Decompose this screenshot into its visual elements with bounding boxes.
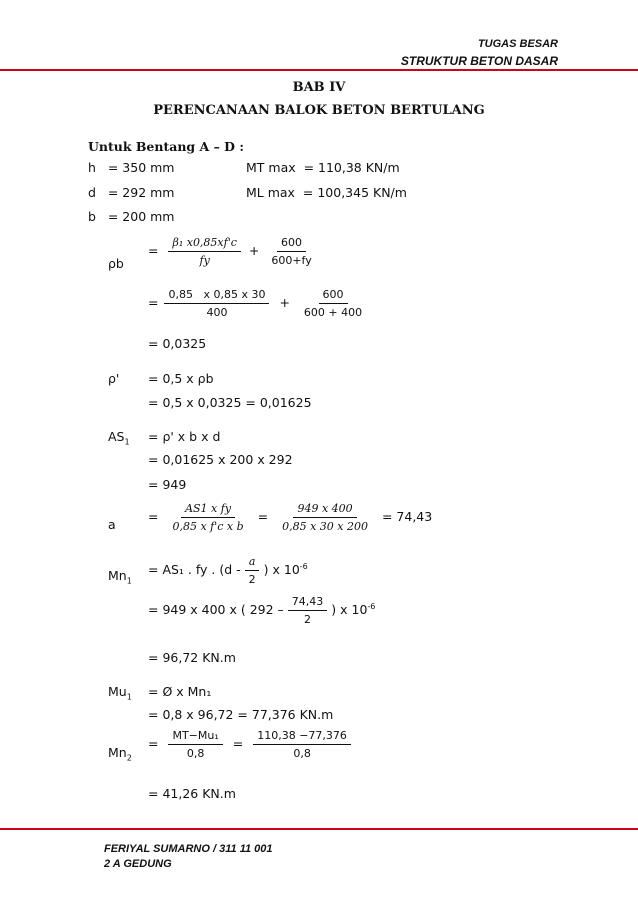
- mu1-label: $Mu_1$: [108, 684, 132, 702]
- given-h: h = 350 mm: [88, 160, 175, 175]
- a-label: a: [108, 517, 116, 532]
- given-mt: MT max = 110,38 KN/m: [246, 160, 400, 175]
- a-fraction-1: $\frac{\text{AS1 x fy}}{\text{0,85 x f'c x b}}$: [172, 502, 244, 533]
- rho-b-fraction-3: $\frac{0,85 x 0,85 x 30}{400}$: [164, 288, 269, 319]
- as1-line1: = ρ' x b x d: [148, 429, 221, 444]
- rho-prime-label: ρ': [108, 371, 120, 386]
- header-line2: STRUKTUR BETON DASAR: [400, 54, 558, 68]
- rho-b-substitution: = $\frac{0,85 x 0,85 x 30}{400}$ + $\frac{600}{600 + 400}$: [148, 288, 366, 319]
- mn2-formula: = $\frac{\text{MT−Mu₁}}{0,8}$ = $\frac{110,38 -77,376}{0,8}$: [148, 729, 351, 760]
- given-d: d = 292 mm: [88, 185, 175, 200]
- a-fraction-2: $\frac{949 x 400}{0,85 x 30 x 200}$: [282, 502, 368, 533]
- mu1-line1: = Ø x Mn₁: [148, 684, 212, 699]
- span-heading: Untuk Bentang A – D :: [88, 139, 244, 154]
- mn2-result: = 41,26 KN.m: [148, 786, 236, 801]
- mn2-fraction-1: $\frac{\text{MT−Mu₁}}{0,8}$: [168, 729, 222, 760]
- rho-prime-line2: = 0,5 x 0,0325 = 0,01625: [148, 395, 312, 410]
- as1-line3: = 949: [148, 477, 187, 492]
- mn2-label: $Mn_2$: [108, 745, 132, 763]
- mn1-label: $Mn_1$: [108, 568, 132, 586]
- given-b: b = 200 mm: [88, 209, 175, 224]
- rho-b-label: ρb: [108, 256, 124, 271]
- footer-rule: [0, 828, 638, 830]
- header-line1: TUGAS BESAR: [477, 38, 558, 50]
- as1-line2: = 0,01625 x 200 x 292: [148, 452, 293, 467]
- mn1-fraction-2: $\frac{74,43}{2}$: [288, 595, 328, 626]
- mn1-result: = 96,72 KN.m: [148, 650, 236, 665]
- a-result: = 74,43: [381, 509, 433, 524]
- rho-b-fraction-4: $\frac{600}{600 + 400}$: [303, 288, 363, 319]
- as1-label: $AS_1$: [108, 429, 130, 447]
- rho-b-formula: = $\frac{\text{β₁ x0,85xf'c}}{fy}$ + $\frac{600}{600+fy}$: [148, 236, 316, 267]
- footer-class: 2 A GEDUNG: [104, 858, 172, 870]
- given-ml: ML max = 100,345 KN/m: [246, 185, 407, 200]
- mu1-line2: = 0,8 x 96,72 = 77,376 KN.m: [148, 707, 334, 722]
- mn1-fraction-1: $\frac{a}{2}$: [245, 555, 260, 586]
- rho-b-fraction-2: $\frac{600}{600+fy}$: [271, 236, 312, 267]
- chapter-title: BAB IV: [292, 80, 346, 95]
- rho-b-result: = 0,0325: [148, 336, 207, 351]
- header-rule: [0, 69, 638, 71]
- mn2-fraction-2: $\frac{110,38 -77,376}{0,8}$: [253, 729, 351, 760]
- rho-b-fraction-1: $\frac{\text{β₁ x0,85xf'c}}{fy}$: [168, 236, 240, 267]
- mn1-line1: = AS₁ . fy . (d - $\frac{a}{2}$ ) x $10^{-6}$: [148, 555, 308, 586]
- section-heading: PERENCANAAN BALOK BETON BERTULANG: [153, 103, 485, 118]
- rho-prime-line1: = 0,5 x ρb: [148, 371, 214, 386]
- mn1-line2: = 949 x 400 x ( 292 – $\frac{74,43}{2}$ ) x $10^{-6}$: [148, 595, 376, 626]
- a-formula: = $\frac{\text{AS1 x fy}}{\text{0,85 x f'c x b}}$ = $\frac{949 x 400}{0,85 x 30 x 200}$ = 74,43: [148, 502, 433, 533]
- footer-author: FERIYAL SUMARNO / 311 11 001: [104, 843, 273, 855]
